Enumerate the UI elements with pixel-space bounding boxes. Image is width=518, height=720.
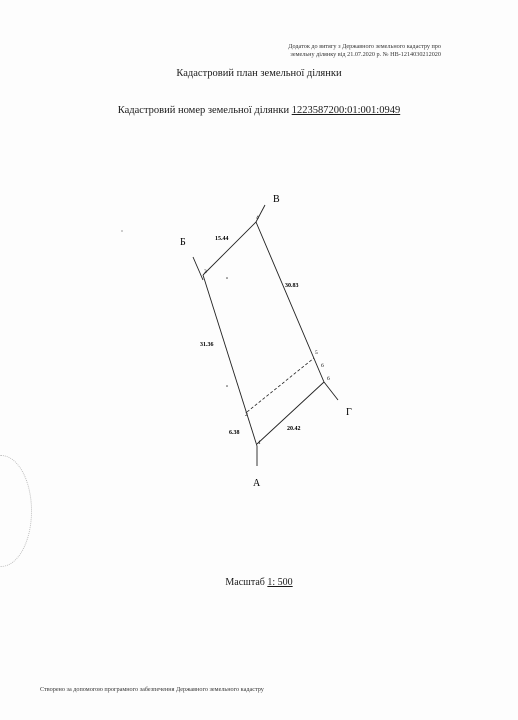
- corner-label-b: Б: [180, 237, 186, 248]
- scale-value: 1: 500: [267, 577, 293, 588]
- point-number: 5: [315, 350, 318, 356]
- dot-mark: [121, 230, 122, 231]
- boundary-line-bottom: [257, 382, 324, 444]
- cadastral-number: 1223587200:01:001:0949: [291, 105, 401, 116]
- point-number: 1: [258, 440, 261, 446]
- dot-mark: [226, 277, 228, 279]
- footer-note: Створено за допомогою програмного забезпечення Державного земельного кадастру: [40, 686, 264, 693]
- corner-label-g: Г: [346, 407, 352, 418]
- cadastral-label: Кадастровий номер земельної ділянки: [117, 105, 290, 116]
- boundary-line-b-ext: [193, 257, 203, 280]
- point-number: 4: [256, 215, 259, 221]
- scale-line: [0, 577, 518, 588]
- page-title: Кадастровий план земельної ділянки: [176, 68, 342, 79]
- dimension-label: 20.42: [287, 426, 301, 432]
- point-number: 2: [245, 412, 248, 418]
- dimension-label: 31.36: [200, 342, 214, 348]
- corner-label-v: В: [273, 194, 280, 205]
- boundary-line-left: [203, 275, 257, 446]
- corner-label-a: А: [253, 478, 261, 489]
- boundary-line-top: [203, 222, 256, 275]
- boundary-line-g-ext: [324, 382, 338, 400]
- header-note-line2: земельну ділянку від 21.07.2020 р. № НВ-1214030212020: [290, 51, 441, 58]
- point-number: 6: [321, 363, 324, 369]
- dimension-label: 30.83: [285, 283, 299, 289]
- point-number: 3: [204, 269, 207, 275]
- dot-mark: [226, 385, 228, 387]
- point-number: 6: [327, 376, 330, 382]
- dimension-label: 15.44: [215, 236, 229, 242]
- header-note-line1: Додаток до витягу з Державного земельного кадастру про: [288, 43, 441, 50]
- internal-dashed-line: [247, 358, 314, 412]
- scale-label: Масштаб: [225, 577, 265, 588]
- dimension-label: 6.38: [229, 430, 240, 436]
